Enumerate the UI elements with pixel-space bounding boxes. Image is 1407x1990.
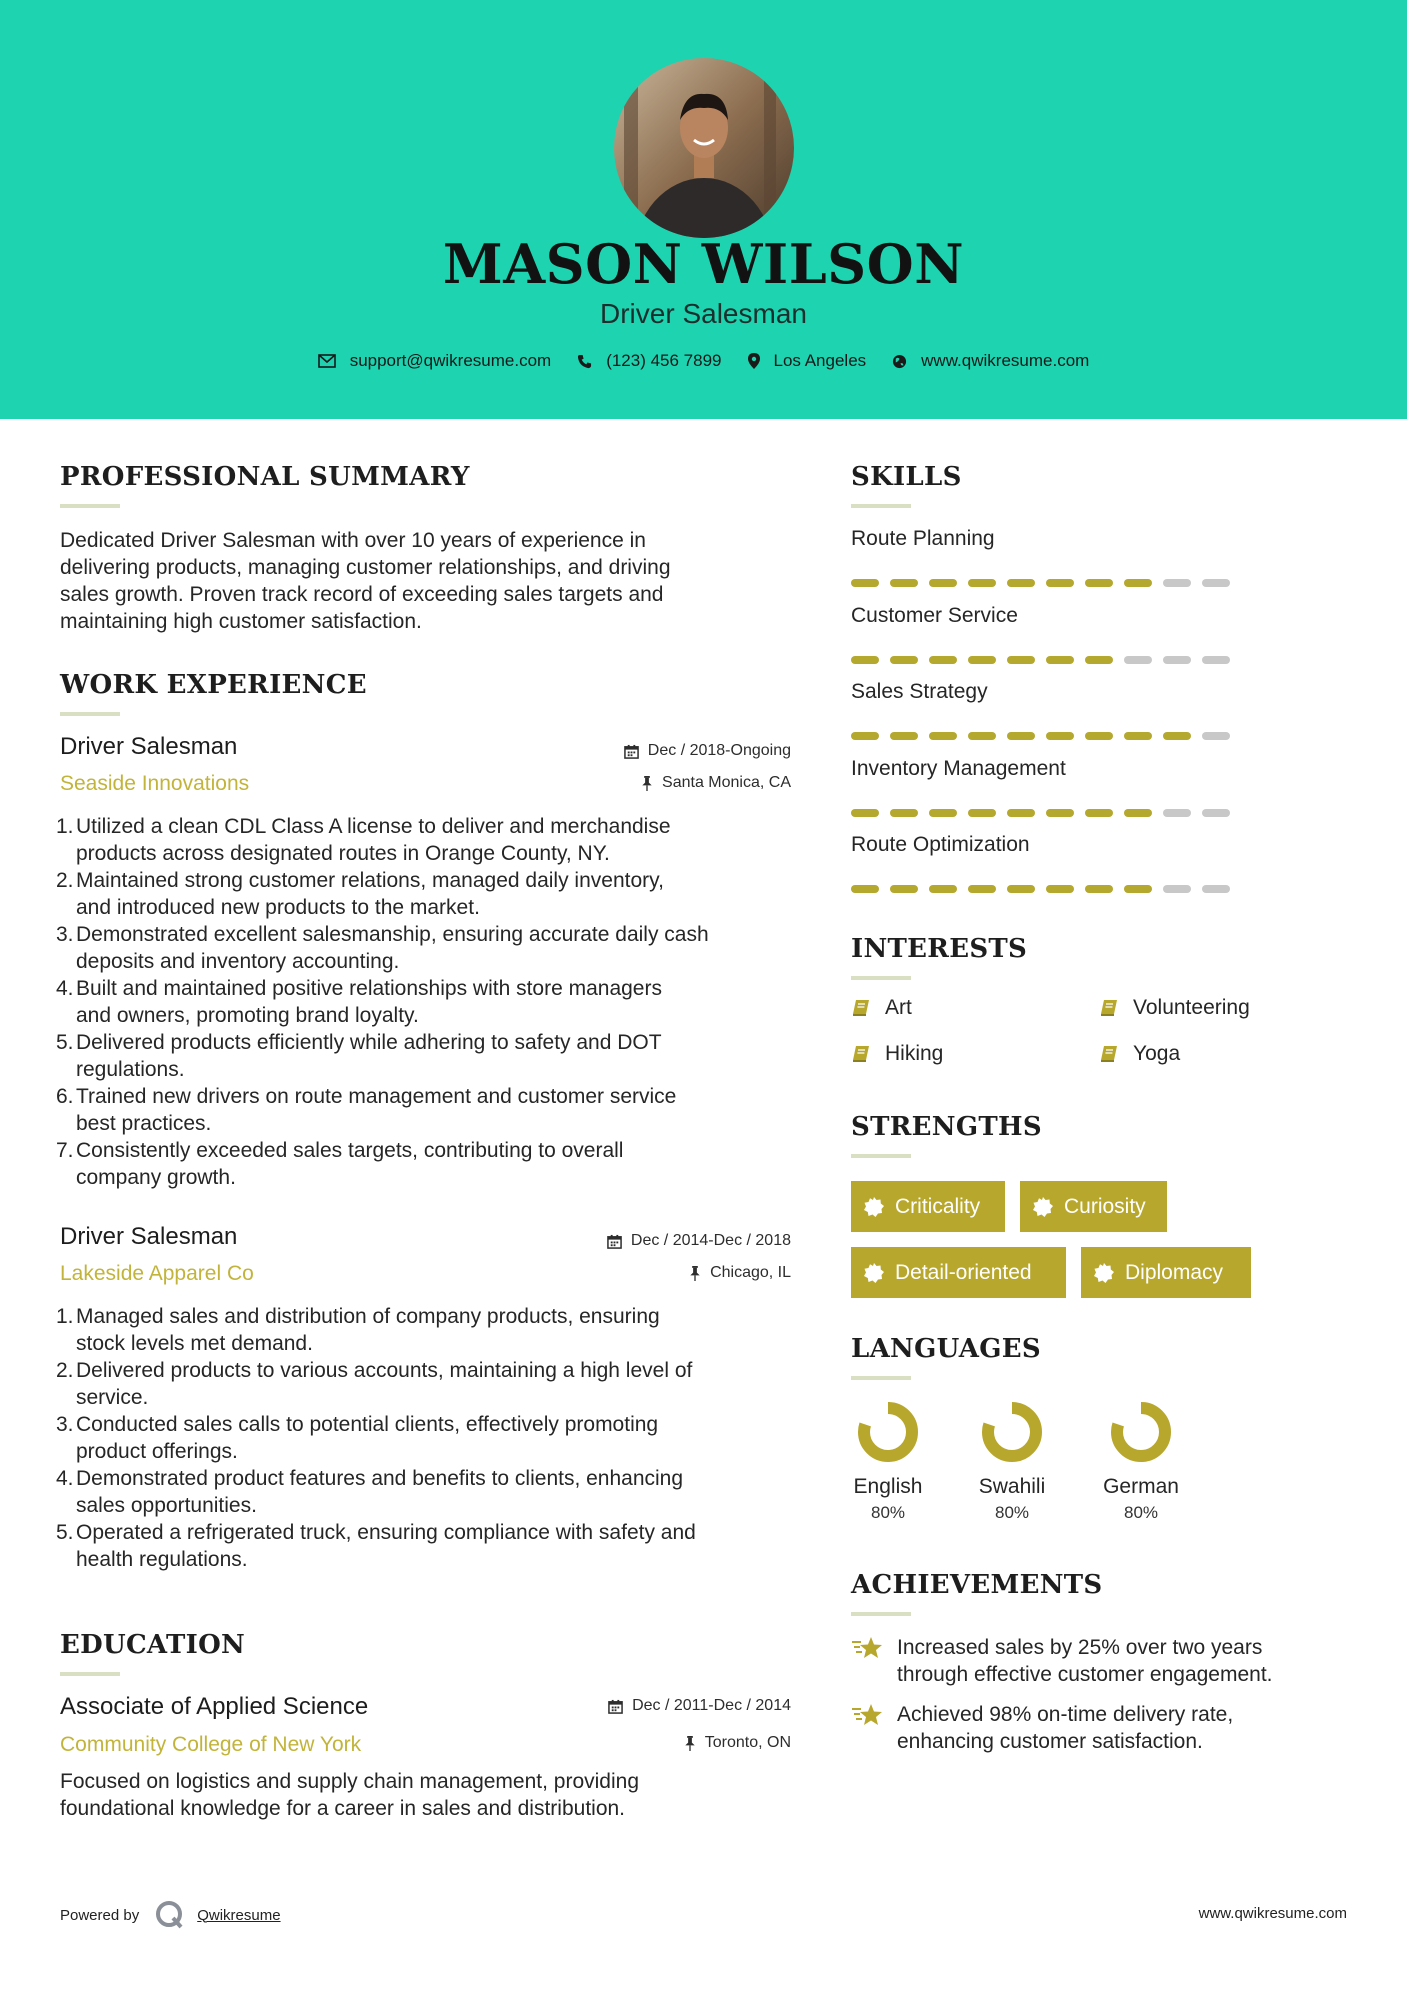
job-date-text: Dec / 2014-Dec / 2018	[630, 1232, 791, 1249]
summary-line: maintaining high customer satisfaction.	[60, 610, 422, 633]
job-company: Seaside Innovations	[60, 772, 250, 795]
skill-segment	[1046, 656, 1074, 664]
skill-segment	[890, 579, 918, 587]
skill-segment	[929, 656, 957, 664]
job-bullets	[58, 1303, 798, 1573]
achievement-item: Achieved 98% on-time delivery rate, enhancing customer satisfaction.	[851, 1701, 1351, 1755]
skill-segment	[1163, 579, 1191, 587]
email-text: support@qwikresume.com	[349, 351, 552, 370]
skill-segment	[1202, 809, 1230, 817]
skills-heading: SKILLS	[851, 462, 962, 492]
contact-bar	[0, 351, 1407, 371]
skill-segment	[929, 579, 957, 587]
skill-segment	[1085, 885, 1113, 893]
skill-segment	[929, 732, 957, 740]
skill-segment	[1163, 732, 1191, 740]
job-date-text: Dec / 2018-Ongoing	[647, 742, 791, 759]
achievements-rule	[851, 1612, 911, 1616]
skill-level-bar	[851, 732, 1241, 740]
strength-tag: Criticality	[851, 1181, 1005, 1232]
achievement-item: Increased sales by 25% over two years through effective customer engagement.	[851, 1634, 1351, 1688]
skill-segment	[890, 885, 918, 893]
skill-segment	[929, 809, 957, 817]
list-item: 3. Demonstrated excellent salesmanship, ensuring accurate daily cash deposits and inventory accounting.	[56, 923, 709, 973]
language-name: German	[1103, 1475, 1179, 1498]
skill-level-bar	[851, 656, 1241, 664]
skill-segment	[1046, 809, 1074, 817]
language-name: Swahili	[978, 1475, 1046, 1498]
skill-segment	[890, 656, 918, 664]
job-date	[500, 1232, 791, 1250]
skill-segment	[968, 732, 996, 740]
book-icon	[1099, 998, 1119, 1018]
education-date	[500, 1697, 791, 1715]
strengths-heading: STRENGTHS	[851, 1112, 1042, 1142]
skill-segment	[851, 732, 879, 740]
strength-tag: Curiosity	[1020, 1181, 1167, 1232]
job-title: Driver Salesman	[60, 733, 238, 760]
skill-segment	[1124, 579, 1152, 587]
badge-icon	[863, 1262, 885, 1284]
interests-heading: INTERESTS	[851, 934, 1028, 964]
skill-segment	[851, 885, 879, 893]
list-item: 5. Operated a refrigerated truck, ensuring compliance with safety and health regulations.	[56, 1521, 696, 1571]
school-name: Community College of New York	[60, 1733, 362, 1756]
skill-segment	[1124, 656, 1152, 664]
contact-location	[748, 351, 867, 371]
footer-website[interactable]: www.qwikresume.com	[1198, 1905, 1347, 1922]
contact-phone[interactable]	[577, 351, 721, 371]
profile-photo	[614, 58, 794, 238]
skill-segment	[1007, 809, 1035, 817]
skill-segment	[1085, 656, 1113, 664]
language-name: English	[853, 1475, 923, 1498]
job-bullets	[58, 813, 798, 1191]
phone-text: (123) 456 7899	[606, 351, 722, 370]
languages-heading: LANGUAGES	[851, 1334, 1041, 1364]
calendar-icon	[624, 744, 639, 759]
interest-item: Art	[851, 996, 912, 1020]
badge-icon	[1093, 1262, 1115, 1284]
summary-text	[60, 527, 800, 635]
interests-rule	[851, 976, 911, 980]
list-item: 1. Utilized a clean CDL Class A license to deliver and merchandise products across designated routes in Orange County, NY.	[56, 815, 671, 865]
language-percent: 80%	[994, 1503, 1030, 1522]
summary-line: Dedicated Driver Salesman with over 10 years of experience in	[60, 529, 646, 552]
languages-rule	[851, 1376, 911, 1380]
skill-segment	[968, 885, 996, 893]
skill-segment	[1046, 732, 1074, 740]
candidate-role: Driver Salesman	[600, 298, 807, 329]
education-location	[500, 1734, 791, 1752]
summary-line: delivering products, managing customer relationships, and driving	[60, 556, 671, 579]
skill-segment	[968, 656, 996, 664]
skill-segment	[1163, 809, 1191, 817]
skill-label: Inventory Management	[851, 756, 1066, 780]
skill-level-bar	[851, 885, 1241, 893]
globe-icon	[892, 354, 907, 369]
skill-segment	[851, 579, 879, 587]
education-description: Focused on logistics and supply chain management, providing foundational knowledge for a career in sales and distribution.	[60, 1770, 640, 1820]
skill-segment	[1124, 885, 1152, 893]
list-item: 4. Built and maintained positive relationships with store managers and owners, promoting brand loyalty.	[56, 977, 662, 1027]
skill-segment	[851, 809, 879, 817]
education-heading: EDUCATION	[60, 1630, 246, 1660]
job-title: Driver Salesman	[60, 1223, 238, 1250]
skill-segment	[1007, 656, 1035, 664]
strength-tag: Detail-oriented	[851, 1247, 1066, 1298]
skill-segment	[1085, 732, 1113, 740]
skills-rule	[851, 504, 911, 508]
location-text: Los Angeles	[773, 351, 867, 370]
language-item	[1091, 1400, 1191, 1523]
language-item	[838, 1400, 938, 1523]
summary-rule	[60, 504, 120, 508]
job-location	[500, 774, 791, 792]
star-icon	[851, 1703, 885, 1727]
map-pin-icon	[748, 353, 760, 369]
language-percent: 80%	[1123, 1503, 1159, 1522]
list-item: 1. Managed sales and distribution of company products, ensuring stock levels met demand.	[56, 1305, 660, 1355]
contact-email[interactable]	[318, 351, 552, 371]
education-date-text: Dec / 2011-Dec / 2014	[632, 1697, 791, 1714]
skill-segment	[968, 579, 996, 587]
list-item: 3. Conducted sales calls to potential clients, effectively promoting product offerings.	[56, 1413, 659, 1463]
interest-item: Volunteering	[1099, 996, 1250, 1020]
candidate-name: MASON WILSON	[442, 232, 965, 296]
skill-segment	[1202, 732, 1230, 740]
skill-level-bar	[851, 809, 1241, 817]
skill-segment	[1124, 809, 1152, 817]
skill-segment	[851, 656, 879, 664]
education-rule	[60, 1672, 120, 1676]
job-location	[500, 1264, 791, 1282]
header-banner	[0, 0, 1407, 419]
interest-item: Hiking	[851, 1042, 943, 1066]
experience-rule	[60, 712, 120, 716]
badge-icon	[863, 1196, 885, 1218]
footer-powered-by: Powered by Qwikresume	[60, 1898, 281, 1932]
website-text: www.qwikresume.com	[921, 351, 1090, 370]
job-date	[500, 742, 791, 760]
skill-segment	[1046, 579, 1074, 587]
skill-segment	[1163, 656, 1191, 664]
book-icon	[851, 998, 871, 1018]
job-location-text: Chicago, IL	[710, 1264, 791, 1281]
skill-segment	[1085, 809, 1113, 817]
language-gauge	[980, 1400, 1044, 1464]
book-icon	[851, 1044, 871, 1064]
envelope-icon	[318, 354, 336, 368]
skill-segment	[929, 885, 957, 893]
skill-label: Route Optimization	[851, 833, 1030, 856]
summary-heading: PROFESSIONAL SUMMARY	[60, 462, 470, 492]
achievements-heading: ACHIEVEMENTS	[851, 1570, 1103, 1600]
strength-tag: Diplomacy	[1081, 1247, 1251, 1298]
list-item: 7. Consistently exceeded sales targets, contributing to overall company growth.	[56, 1139, 624, 1189]
list-item: 2. Maintained strong customer relations, managed daily inventory, and introduced new products to the market.	[56, 869, 664, 919]
skill-segment	[1202, 579, 1230, 587]
skill-segment	[1007, 579, 1035, 587]
list-item: 5. Delivered products efficiently while adhering to safety and DOT regulations.	[56, 1031, 662, 1081]
skill-segment	[1202, 656, 1230, 664]
job-location-text: Santa Monica, CA	[662, 774, 791, 791]
qwikresume-logo-icon	[153, 1898, 187, 1932]
skill-segment	[968, 809, 996, 817]
strengths-rule	[851, 1154, 911, 1158]
skill-label: Sales Strategy	[851, 680, 988, 703]
list-item: 2. Delivered products to various accounts, maintaining a high level of service.	[56, 1359, 693, 1409]
skill-segment	[890, 732, 918, 740]
list-item: 4. Demonstrated product features and benefits to clients, enhancing sales opportunities.	[56, 1467, 684, 1517]
job-company: Lakeside Apparel Co	[60, 1262, 254, 1285]
pushpin-icon	[689, 1266, 701, 1281]
education-location-text: Toronto, ON	[704, 1734, 791, 1751]
badge-icon	[1032, 1196, 1054, 1218]
skill-segment	[1163, 885, 1191, 893]
skill-segment	[1007, 732, 1035, 740]
contact-website[interactable]	[892, 351, 1089, 371]
experience-heading: WORK EXPERIENCE	[60, 670, 367, 700]
language-percent: 80%	[870, 1503, 906, 1522]
skill-segment	[1007, 885, 1035, 893]
skill-label: Customer Service	[851, 603, 1018, 627]
pushpin-icon	[684, 1736, 696, 1751]
calendar-icon	[607, 1234, 622, 1249]
skill-segment	[1046, 885, 1074, 893]
skill-segment	[1202, 885, 1230, 893]
qwikresume-link[interactable]: Qwikresume	[197, 1906, 281, 1924]
pushpin-icon	[641, 776, 653, 791]
skill-label: Route Planning	[851, 527, 995, 550]
phone-icon	[577, 354, 592, 369]
calendar-icon	[608, 1699, 623, 1714]
summary-line: sales growth. Proven track record of exceeding sales targets and	[60, 583, 664, 606]
skill-segment	[1085, 579, 1113, 587]
degree-title: Associate of Applied Science	[60, 1693, 369, 1720]
list-item: 6. Trained new drivers on route management and customer service best practices.	[56, 1085, 677, 1135]
language-gauge	[1109, 1400, 1173, 1464]
language-item	[962, 1400, 1062, 1523]
language-gauge	[856, 1400, 920, 1464]
skill-segment	[1124, 732, 1152, 740]
star-icon	[851, 1636, 885, 1660]
book-icon	[1099, 1044, 1119, 1064]
skill-level-bar	[851, 579, 1241, 587]
interest-item: Yoga	[1099, 1042, 1180, 1066]
skill-segment	[890, 809, 918, 817]
